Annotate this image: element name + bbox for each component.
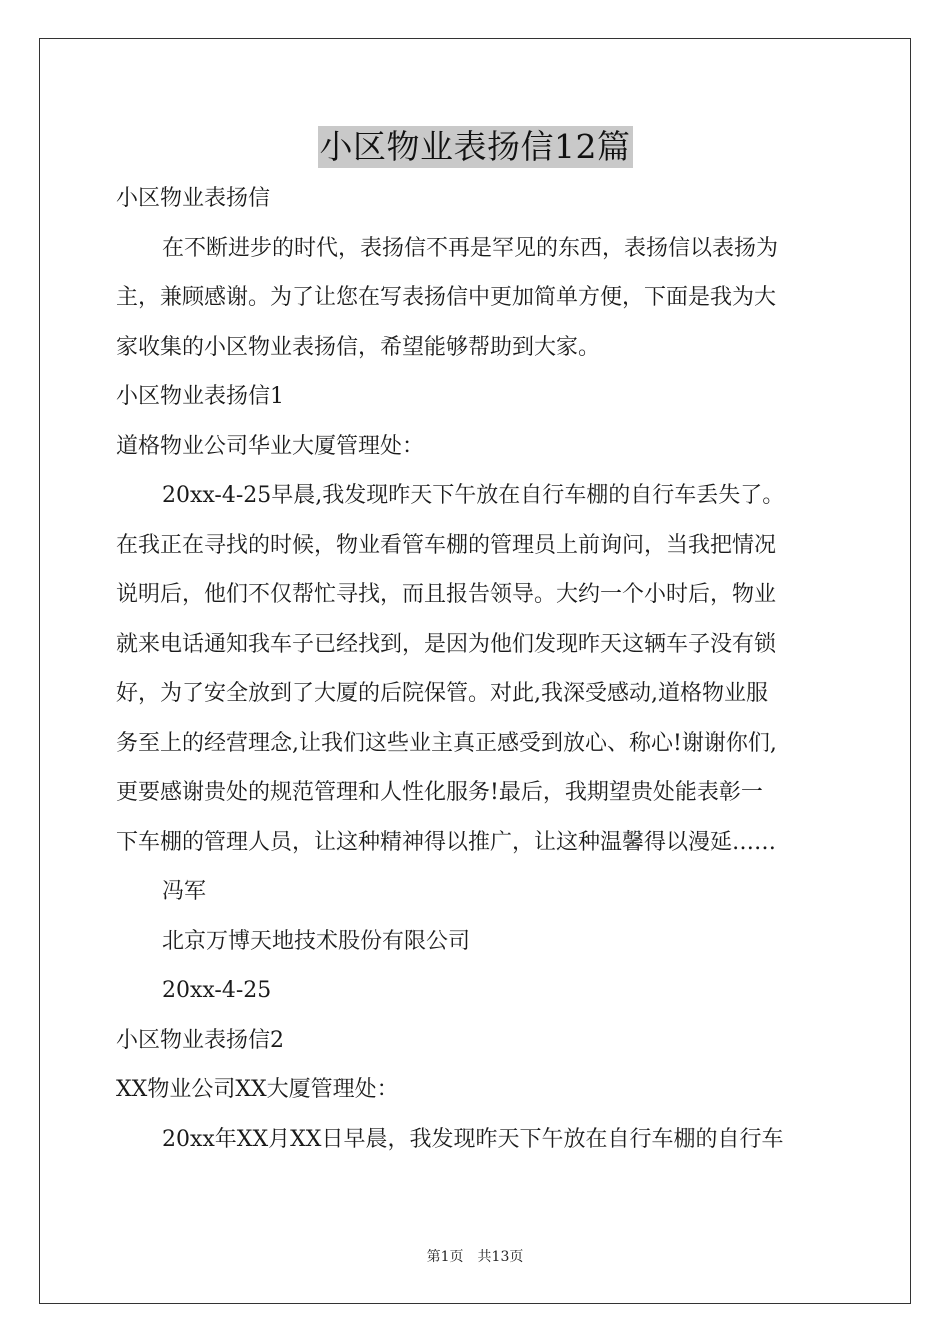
letter2-salutation: XX物业公司XX大厦管理处： — [116, 1077, 399, 1102]
section-heading: 小区物业表扬信 — [116, 186, 271, 211]
letter1-company: 北京万博天地技术股份有限公司 — [162, 928, 471, 954]
page-number: 第1页 — [426, 1249, 464, 1265]
letter1-signature: 冯军 — [162, 879, 207, 904]
page-footer — [0, 1248, 950, 1266]
letter1-body-line: 好，为了安全放到了大厦的后院保管。对此,我深受感动,道格物业服 — [116, 681, 768, 706]
letter1-heading: 小区物业表扬信1 — [116, 384, 284, 409]
letter1-body-line: 说明后，他们不仅帮忙寻找，而且报告领导。大约一个小时后，物业 — [116, 582, 777, 607]
letter2-body-line: 20xx年XX月XX日早晨，我发现昨天下午放在自行车棚的自行车 — [162, 1126, 784, 1152]
intro-line: 家收集的小区物业表扬信，希望能够帮助到大家。 — [116, 334, 601, 360]
letter2-heading: 小区物业表扬信2 — [116, 1027, 284, 1053]
document-title: 小区物业表扬信12篇 — [319, 127, 631, 166]
letter1-salutation: 道格物业公司华业大厦管理处： — [116, 433, 425, 459]
title-container — [0, 126, 950, 168]
letter1-body-line: 务至上的经营理念,让我们这些业主真正感受到放心、称心!谢谢你们, — [116, 730, 777, 756]
letter1-date: 20xx-4-25 — [162, 978, 272, 1003]
letter1-body-line: 在我正在寻找的时候，物业看管车棚的管理员上前询问，当我把情况 — [116, 532, 777, 558]
letter1-body-line: 就来电话通知我车子已经找到，是因为他们发现昨天这辆车子没有锁 — [116, 631, 777, 657]
letter1-body-line: 下车棚的管理人员，让这种精神得以推广，让这种温馨得以漫延…… — [116, 829, 777, 855]
document-body — [116, 174, 836, 1164]
intro-line: 主，兼顾感谢。为了让您在写表扬信中更加简单方便，下面是我为大 — [116, 285, 777, 310]
intro-line: 在不断进步的时代，表扬信不再是罕见的东西，表扬信以表扬为 — [162, 235, 779, 261]
letter1-body-line: 更要感谢贵处的规范管理和人性化服务!最后，我期望贵处能表彰一 — [116, 780, 763, 805]
letter1-body-line: 20xx-4-25早晨,我发现昨天下午放在自行车棚的自行车丢失了。 — [162, 483, 785, 508]
total-pages: 共13页 — [477, 1249, 524, 1265]
